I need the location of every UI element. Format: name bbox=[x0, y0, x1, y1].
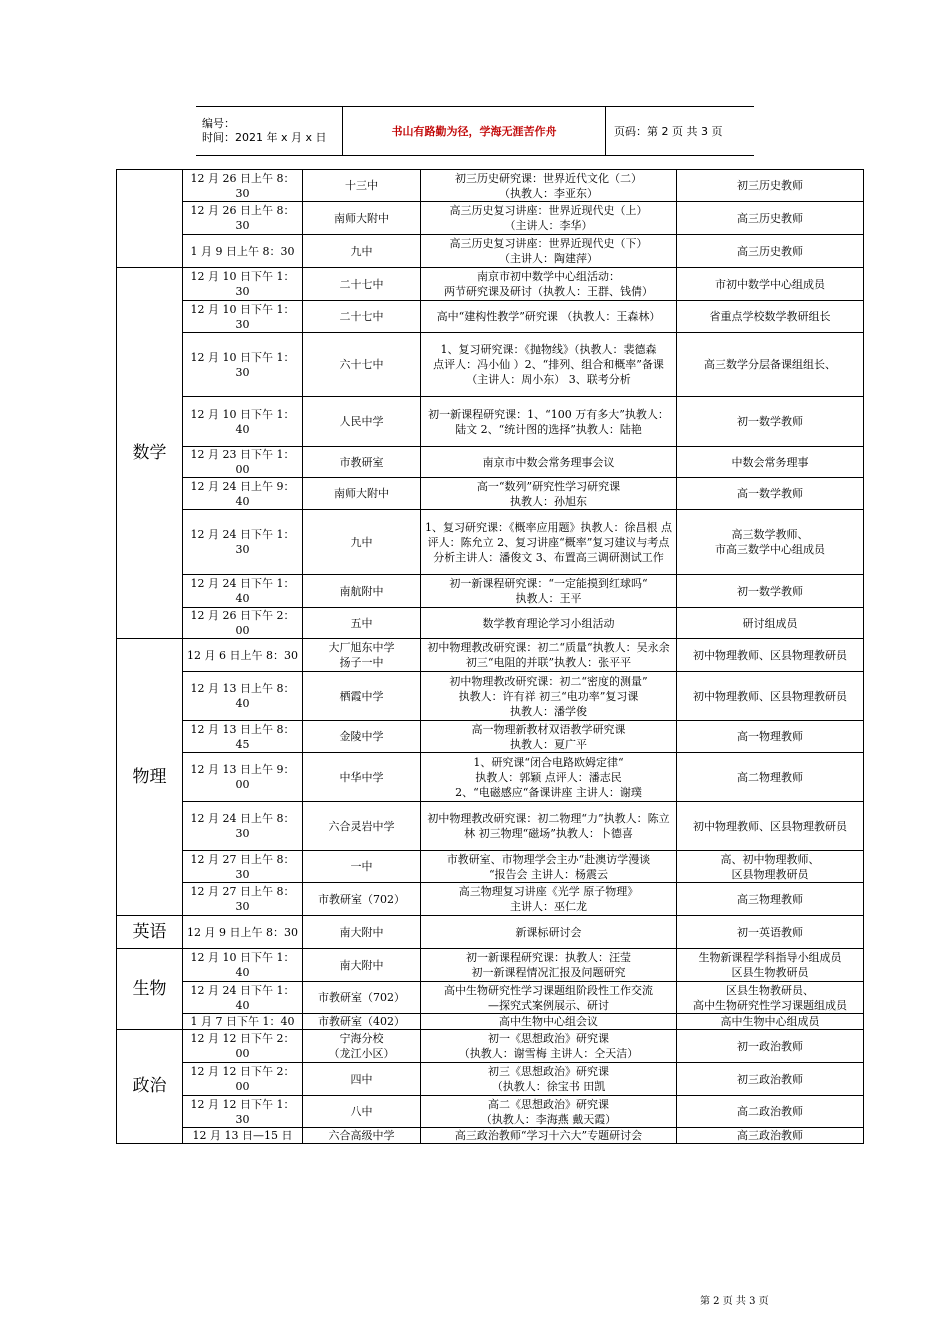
table-row bbox=[117, 753, 864, 802]
table-row bbox=[117, 447, 864, 478]
table-row bbox=[117, 268, 864, 301]
audience-cell: 高二政治教师 bbox=[677, 1096, 864, 1128]
time-cell: 12 月 12 日下午 1：30 bbox=[183, 1096, 303, 1128]
header-motto: 书山有路勤为径，学海无涯苦作舟 bbox=[343, 107, 606, 155]
audience-cell: 生物新课程学科指导小组成员 区县生物教研员 bbox=[677, 949, 864, 982]
subject-cell: 数学 bbox=[117, 268, 183, 639]
header-meta bbox=[196, 107, 343, 155]
number-label: 编号： bbox=[202, 117, 235, 130]
time-cell: 12 月 27 日上午 8：30 bbox=[183, 851, 303, 883]
table-row bbox=[117, 575, 864, 608]
content-cell: 初三《思想政治》研究课 （执教人：徐宝书 田凯 bbox=[421, 1063, 677, 1096]
table-row bbox=[117, 1014, 864, 1030]
place-cell: 六合灵岩中学 bbox=[303, 802, 421, 851]
place-cell: 九中 bbox=[303, 510, 421, 575]
time-label: 时间：2021 年 x 月 x 日 bbox=[202, 131, 327, 144]
table-row bbox=[117, 1030, 864, 1063]
table-row bbox=[117, 1063, 864, 1096]
time-cell: 12 月 10 日下午 1：30 bbox=[183, 333, 303, 397]
content-cell: 高中生物中心组会议 bbox=[421, 1014, 677, 1030]
table-row bbox=[117, 235, 864, 268]
audience-cell: 中数会常务理事 bbox=[677, 447, 864, 478]
place-cell: 一中 bbox=[303, 851, 421, 883]
content-cell: 初一新课程研究课：执教人：汪莹 初一新课程情况汇报及问题研究 bbox=[421, 949, 677, 982]
table-row bbox=[117, 916, 864, 949]
audience-cell: 高三物理教师 bbox=[677, 883, 864, 916]
audience-cell: 高中生物中心组成员 bbox=[677, 1014, 864, 1030]
audience-cell: 初中物理教师、区县物理教研员 bbox=[677, 672, 864, 721]
table-row bbox=[117, 202, 864, 235]
content-cell: 初中物理教改研究课：初二“质量“执教人：吴永余 初三“电阻的并联”执教人：张平平 bbox=[421, 639, 677, 672]
content-cell: 新课标研讨会 bbox=[421, 916, 677, 949]
time-cell: 12 月 13 日上午 9：00 bbox=[183, 753, 303, 802]
time-cell: 12 月 24 日下午 1：30 bbox=[183, 510, 303, 575]
time-cell: 12 月 27 日上午 8：30 bbox=[183, 883, 303, 916]
audience-cell: 初中物理教师、区县物理教研员 bbox=[677, 639, 864, 672]
content-cell: 数学教育理论学习小组活动 bbox=[421, 608, 677, 639]
time-cell: 12 月 24 日上午 8：30 bbox=[183, 802, 303, 851]
time-cell: 12 月 10 日下午 1：40 bbox=[183, 397, 303, 447]
time-cell: 12 月 24 日下午 1：40 bbox=[183, 575, 303, 608]
content-cell: 高中生物研究性学习课题组阶段性工作交流 —探究式案例展示、研讨 bbox=[421, 982, 677, 1014]
place-cell: 市教研室（702） bbox=[303, 982, 421, 1014]
audience-cell: 高一数学教师 bbox=[677, 478, 864, 510]
audience-cell: 初一英语教师 bbox=[677, 916, 864, 949]
table-row bbox=[117, 851, 864, 883]
audience-cell: 初一数学教师 bbox=[677, 575, 864, 608]
audience-cell: 初三政治教师 bbox=[677, 1063, 864, 1096]
content-cell: 高中“建构性教学”研究课 （执教人：王森林） bbox=[421, 301, 677, 333]
time-cell: 1 月 7 日下午 1：40 bbox=[183, 1014, 303, 1030]
audience-cell: 研讨组成员 bbox=[677, 608, 864, 639]
subject-cell: 物理 bbox=[117, 639, 183, 916]
time-cell: 12 月 9 日上午 8：30 bbox=[183, 916, 303, 949]
time-cell: 12 月 26 日上午 8：30 bbox=[183, 202, 303, 235]
time-cell: 12 月 26 日下午 2：00 bbox=[183, 608, 303, 639]
place-cell: 人民中学 bbox=[303, 397, 421, 447]
place-cell: 六十七中 bbox=[303, 333, 421, 397]
schedule-table bbox=[116, 169, 864, 1144]
content-cell: 高一物理新教材双语教学研究课 执教人：夏广平 bbox=[421, 721, 677, 753]
place-cell: 九中 bbox=[303, 235, 421, 268]
content-cell: 高三历史复习讲座：世界近现代史（下） （主讲人：陶建萍） bbox=[421, 235, 677, 268]
content-cell: 南京市初中数学中心组活动： 两节研究课及研讨（执教人：王群、钱倩） bbox=[421, 268, 677, 301]
time-cell: 12 月 6 日上午 8：30 bbox=[183, 639, 303, 672]
content-cell: 初一新课程研究课：1、“100 万有多大”执教人：陆文 2、“统计图的选择”执教人：陆艳 bbox=[421, 397, 677, 447]
time-cell: 12 月 12 日下午 2：00 bbox=[183, 1063, 303, 1096]
content-cell: 高二《思想政治》研究课 （执教人：李海燕 戴天霞） bbox=[421, 1096, 677, 1128]
page-header bbox=[196, 106, 754, 156]
content-cell: 1、研究课“闭合电路欧姆定律“ 执教人：郭颖 点评人：潘志民 2、“电磁感应“备课讲座 主讲人：谢璞 bbox=[421, 753, 677, 802]
content-cell: 南京市中数会常务理事会议 bbox=[421, 447, 677, 478]
audience-cell: 高三历史教师 bbox=[677, 202, 864, 235]
time-cell: 12 月 10 日下午 1：40 bbox=[183, 949, 303, 982]
audience-cell: 市初中数学中心组成员 bbox=[677, 268, 864, 301]
content-cell: 高三物理复习讲座《光学 原子物理》 主讲人：巫仁龙 bbox=[421, 883, 677, 916]
place-cell: 南师大附中 bbox=[303, 202, 421, 235]
table-row bbox=[117, 478, 864, 510]
content-cell: 初一《思想政治》研究课 （执教人：谢雪梅 主讲人：仝天洁） bbox=[421, 1030, 677, 1063]
time-cell: 12 月 10 日下午 1：30 bbox=[183, 301, 303, 333]
subject-cell: 英语 bbox=[117, 916, 183, 949]
content-cell: 初中物理教改研究课：初二“密度的测量” 执教人：许有祥 初三“电功率”复习课 执教人：潘学俊 bbox=[421, 672, 677, 721]
place-cell: 中华中学 bbox=[303, 753, 421, 802]
table-row bbox=[117, 333, 864, 397]
table-row bbox=[117, 1128, 864, 1144]
place-cell: 五中 bbox=[303, 608, 421, 639]
audience-cell: 高三数学教师、 市高三数学中心组成员 bbox=[677, 510, 864, 575]
place-cell: 六合高级中学 bbox=[303, 1128, 421, 1144]
table-row bbox=[117, 170, 864, 202]
audience-cell: 高二物理教师 bbox=[677, 753, 864, 802]
content-cell: 初三历史研究课：世界近代文化（二） （执教人：李亚东） bbox=[421, 170, 677, 202]
place-cell: 四中 bbox=[303, 1063, 421, 1096]
place-cell: 二十七中 bbox=[303, 301, 421, 333]
audience-cell: 初中物理教师、区县物理教研员 bbox=[677, 802, 864, 851]
audience-cell: 高一物理教师 bbox=[677, 721, 864, 753]
table-row bbox=[117, 802, 864, 851]
table-row bbox=[117, 397, 864, 447]
table-row bbox=[117, 301, 864, 333]
table-row bbox=[117, 949, 864, 982]
subject-cell: 生物 bbox=[117, 949, 183, 1030]
place-cell: 八中 bbox=[303, 1096, 421, 1128]
place-cell: 市教研室 bbox=[303, 447, 421, 478]
time-cell: 1 月 9 日上午 8：30 bbox=[183, 235, 303, 268]
content-cell: 高三政治教师“学习十六大”专题研讨会 bbox=[421, 1128, 677, 1144]
place-cell: 南航附中 bbox=[303, 575, 421, 608]
place-cell: 市教研室（402） bbox=[303, 1014, 421, 1030]
place-cell: 金陵中学 bbox=[303, 721, 421, 753]
time-cell: 12 月 23 日下午 1：00 bbox=[183, 447, 303, 478]
content-cell: 1、复习研究课：《概率应用题》执教人：徐昌根 点评人：陈允立 2、复习讲座“概率”复习建议与考点分析主讲人：潘俊文 3、布置高三调研测试工作 bbox=[421, 510, 677, 575]
place-cell: 宁海分校 （龙江小区） bbox=[303, 1030, 421, 1063]
audience-cell: 区县生物教研员、 高中生物研究性学习课题组成员 bbox=[677, 982, 864, 1014]
content-cell: 初一新课程研究课：“一定能摸到红球吗“ 执教人：王平 bbox=[421, 575, 677, 608]
place-cell: 栖霞中学 bbox=[303, 672, 421, 721]
subject-cell: 政治 bbox=[117, 1030, 183, 1144]
content-cell: 初中物理教改研究课：初二物理“力”执教人：陈立林 初三物理“磁场”执教人：卜德喜 bbox=[421, 802, 677, 851]
time-cell: 12 月 13 日上午 8：40 bbox=[183, 672, 303, 721]
audience-cell: 高、初中物理教师、 区县物理教研员 bbox=[677, 851, 864, 883]
content-cell: 1、复习研究课：《抛物线》（执教人：裴德森 点评人：冯小仙 ）2、“排列、组合和概率”备课 （主讲人：周小东） 3、联考分析 bbox=[421, 333, 677, 397]
time-cell: 12 月 24 日上午 9：40 bbox=[183, 478, 303, 510]
content-cell: 高三历史复习讲座：世界近现代史（上） （主讲人：李华） bbox=[421, 202, 677, 235]
content-cell: 市教研室、市物理学会主办“赴澳访学漫谈 “报告会 主讲人：杨震云 bbox=[421, 851, 677, 883]
audience-cell: 高三数学分层备课组组长、 bbox=[677, 333, 864, 397]
table-row bbox=[117, 672, 864, 721]
table-row bbox=[117, 883, 864, 916]
table-row bbox=[117, 608, 864, 639]
time-cell: 12 月 12 日下午 2：00 bbox=[183, 1030, 303, 1063]
place-cell: 南大附中 bbox=[303, 949, 421, 982]
table-row bbox=[117, 982, 864, 1014]
audience-cell: 高三历史教师 bbox=[677, 235, 864, 268]
time-cell: 12 月 24 日下午 1：40 bbox=[183, 982, 303, 1014]
audience-cell: 初三历史教师 bbox=[677, 170, 864, 202]
place-cell: 南师大附中 bbox=[303, 478, 421, 510]
page-footer: 第 2 页 共 3 页 bbox=[700, 1296, 769, 1307]
time-cell: 12 月 13 日上午 8：45 bbox=[183, 721, 303, 753]
time-cell: 12 月 10 日下午 1：30 bbox=[183, 268, 303, 301]
time-cell: 12 月 26 日上午 8：30 bbox=[183, 170, 303, 202]
table-row bbox=[117, 639, 864, 672]
place-cell: 南大附中 bbox=[303, 916, 421, 949]
subject-cell bbox=[117, 170, 183, 268]
audience-cell: 省重点学校数学教研组长 bbox=[677, 301, 864, 333]
place-cell: 二十七中 bbox=[303, 268, 421, 301]
place-cell: 市教研室（702） bbox=[303, 883, 421, 916]
audience-cell: 初一数学教师 bbox=[677, 397, 864, 447]
time-cell: 12 月 13 日—15 日 bbox=[183, 1128, 303, 1144]
place-cell: 十三中 bbox=[303, 170, 421, 202]
content-cell: 高一“数列”研究性学习研究课 执教人：孙旭东 bbox=[421, 478, 677, 510]
header-page-info: 页码：第 2 页 共 3 页 bbox=[614, 125, 723, 138]
audience-cell: 高三政治教师 bbox=[677, 1128, 864, 1144]
place-cell: 大厂旭东中学 扬子一中 bbox=[303, 639, 421, 672]
table-row bbox=[117, 721, 864, 753]
audience-cell: 初一政治教师 bbox=[677, 1030, 864, 1063]
table-row bbox=[117, 1096, 864, 1128]
table-row bbox=[117, 510, 864, 575]
schedule-table-body bbox=[117, 170, 864, 1144]
